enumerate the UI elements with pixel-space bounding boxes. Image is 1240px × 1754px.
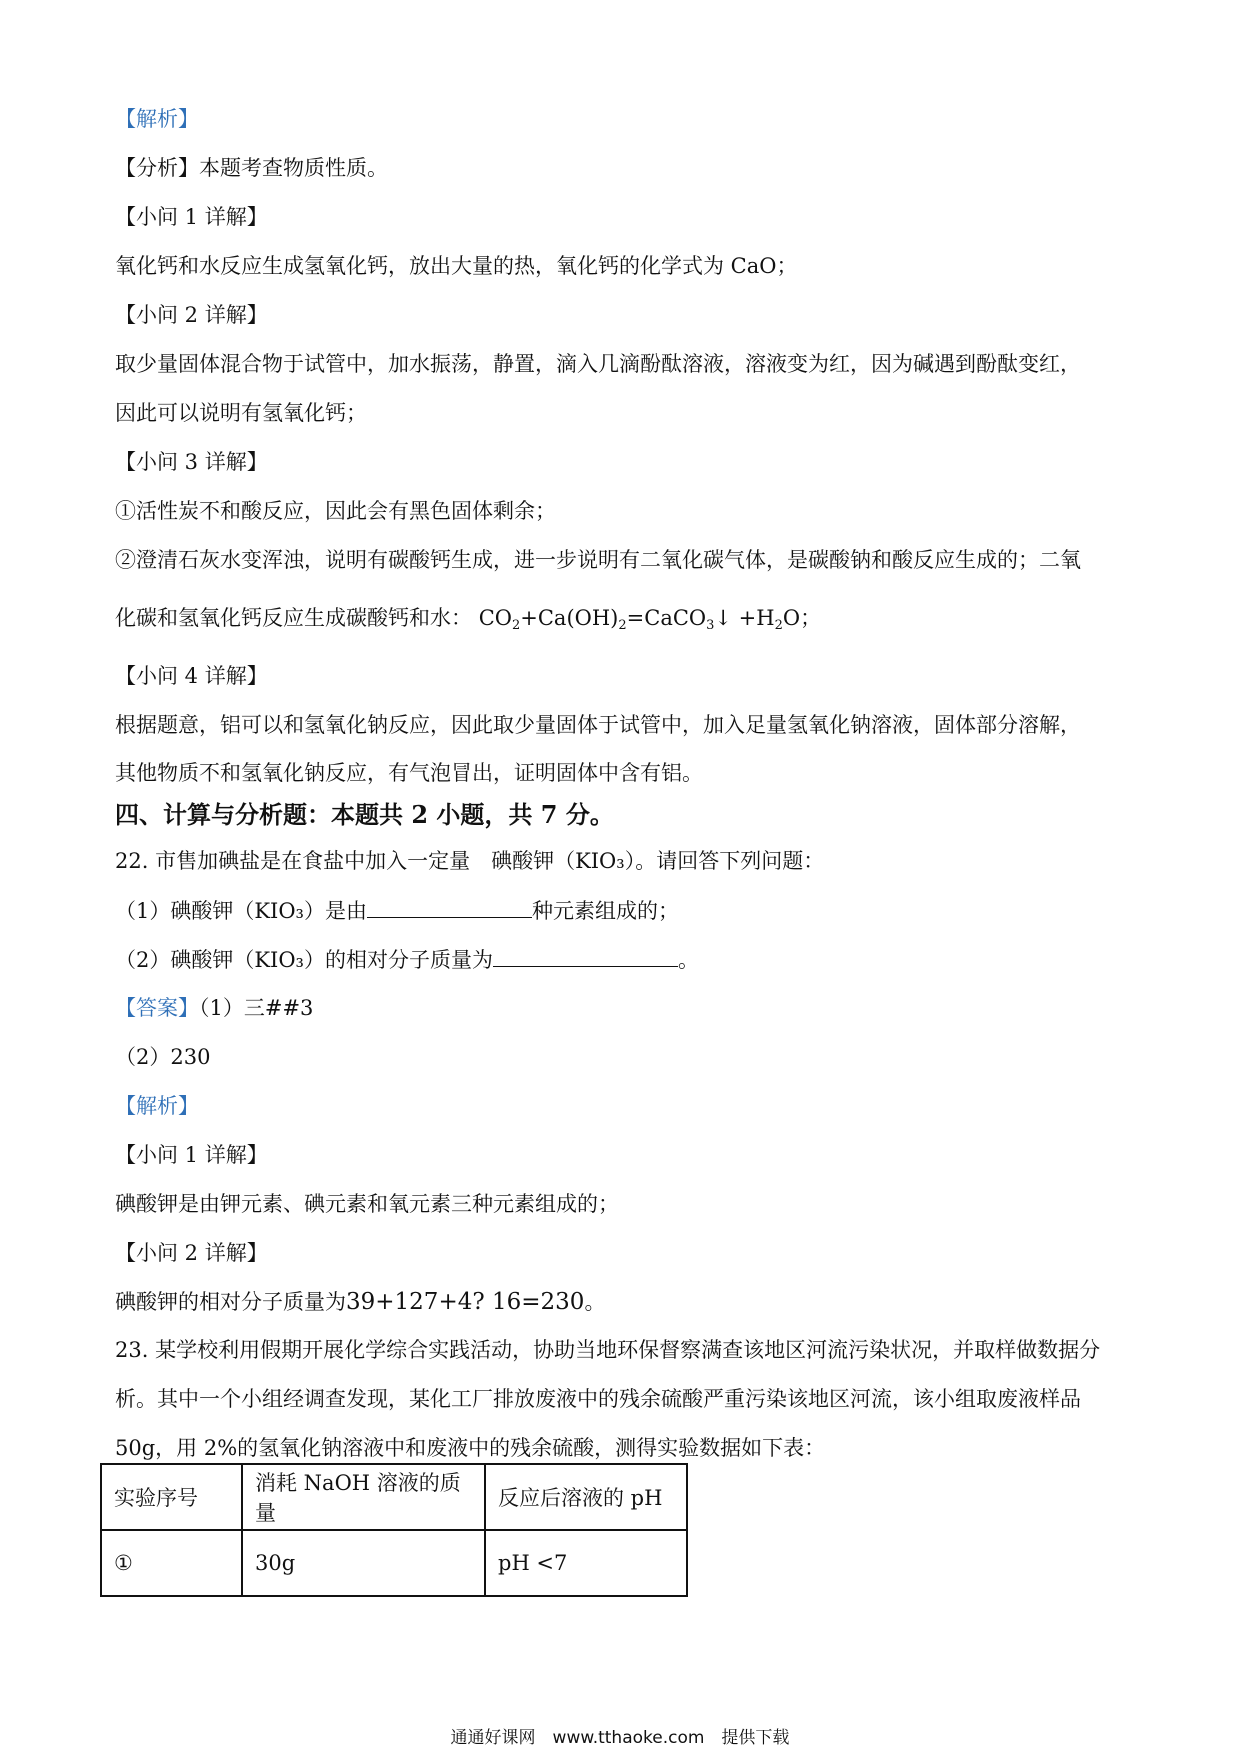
table-header-cell: 消耗 NaOH 溶液的质量 — [242, 1464, 485, 1530]
analysis-label: 【解析】 — [115, 107, 199, 131]
sub-question-2-text-2: 因此可以说明有氢氧化钙； — [115, 401, 367, 425]
analysis-summary: 【分析】本题考查物质性质。 — [115, 156, 388, 180]
q22-sub-question-1-heading: 【小问 1 详解】 — [115, 1143, 268, 1167]
question-23-stem-2: 析。其中一个小组经调查发现，某化工厂排放废液中的残余硫酸严重污染该地区河流，该小组取废液样品 — [115, 1387, 1081, 1411]
sub-question-4-text-1: 根据题意，铝可以和氢氧化钠反应，因此取少量固体于试管中，加入足量氢氧化钠溶液，固体部分溶解， — [115, 713, 1081, 737]
question-23-stem-3: 50g，用 2%的氢氧化钠溶液中和废液中的残余硫酸，测得实验数据如下表： — [115, 1436, 826, 1460]
answer-label: 【答案】 — [115, 996, 199, 1020]
chemical-equation: $CO_2+Ca(OH)_2=CaCO_3↓ +H_2O$； — [478, 606, 822, 633]
experiment-data-table — [100, 1463, 688, 1597]
sub-question-3-text-2: ②澄清石灰水变浑浊，说明有碳酸钙生成，进一步说明有二氧化碳气体，是碳酸钠和酸反应生成的；二氧 — [115, 548, 1081, 572]
table-row — [101, 1530, 687, 1596]
q22-sub-question-2-text: 碘酸钾的相对分子质量为39+127+4? 16=230。 — [115, 1289, 606, 1315]
answer-line-1 — [115, 993, 313, 1023]
table-cell: ① — [101, 1530, 242, 1596]
sub-question-3-equation-line — [115, 603, 821, 633]
q22-sub-question-2-heading: 【小问 2 详解】 — [115, 1241, 268, 1265]
sub-question-4-heading: 【小问 4 详解】 — [115, 664, 268, 688]
equation-lead-text: 化碳和氢氧化钙反应生成碳酸钙和水： — [115, 606, 472, 630]
section-heading: 四、计算与分析题：本题共 2 小题，共 7 分。 — [115, 800, 614, 829]
sub-question-1-heading: 【小问 1 详解】 — [115, 205, 268, 229]
sub-question-1-text: 氧化钙和水反应生成氢氧化钙，放出大量的热，氧化钙的化学式为 CaO； — [115, 254, 798, 278]
question-22-part-1: （1）碘酸钾（KIO₃）是由 种元素组成的； — [115, 895, 679, 926]
answer-2: （2）230 — [115, 1045, 211, 1069]
answer-blank-1[interactable] — [367, 895, 532, 918]
table-cell: pH <7 — [485, 1530, 687, 1596]
analysis-label-2: 【解析】 — [115, 1094, 199, 1118]
question-22-stem: 22. 市售加碘盐是在食盐中加入一定量 碘酸钾（KIO₃）。请回答下列问题： — [115, 849, 825, 873]
page-footer: 通通好课网 www.tthaoke.com 提供下载 — [450, 1728, 790, 1748]
table-header-row — [101, 1464, 687, 1530]
answer-blank-2[interactable] — [493, 944, 678, 967]
question-23-stem-1: 23. 某学校利用假期开展化学综合实践活动，协助当地环保督察满查该地区河流污染状况，并取样做数据分 — [115, 1338, 1101, 1362]
sub-question-4-text-2: 其他物质不和氢氧化钠反应，有气泡冒出，证明固体中含有铝。 — [115, 761, 703, 785]
table-header-cell: 实验序号 — [101, 1464, 242, 1530]
sub-question-3-heading: 【小问 3 详解】 — [115, 450, 268, 474]
table-cell: 30g — [242, 1530, 485, 1596]
sub-question-2-heading: 【小问 2 详解】 — [115, 303, 268, 327]
molar-mass-calculation: 39+127+4? 16=230 — [346, 1289, 585, 1315]
sub-question-3-text-1: ①活性炭不和酸反应，因此会有黑色固体剩余； — [115, 499, 556, 523]
q22-sub-question-1-text: 碘酸钾是由钾元素、碘元素和氧元素三种元素组成的； — [115, 1192, 619, 1216]
question-22-part-2: （2）碘酸钾（KIO₃）的相对分子质量为 。 — [115, 944, 699, 975]
sub-question-2-text-1: 取少量固体混合物于试管中，加水振荡，静置，滴入几滴酚酞溶液，溶液变为红，因为碱遇到酚酞变红， — [115, 352, 1081, 376]
table-header-cell: 反应后溶液的 pH — [485, 1464, 687, 1530]
answer-1: （1）三##3 — [199, 996, 314, 1020]
